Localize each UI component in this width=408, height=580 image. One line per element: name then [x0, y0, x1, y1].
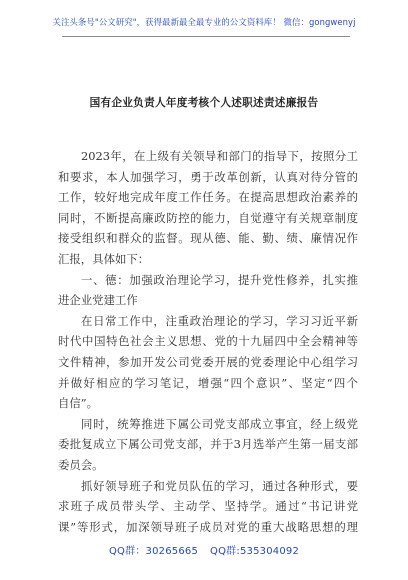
footer-qq-group-1: QQ群：30265665 [108, 546, 199, 557]
body-line: 文件精神，参加开发公司党委开展的党委理论中心组学习 [58, 354, 358, 369]
body-line: 求班子成员带头学、主动学、坚持学。通过“书记讲党 [58, 499, 358, 514]
body-line: 同时，不断提高廉政防控的能力，自觉遵守有关规章制度 [58, 210, 358, 225]
footer-qq-group-2: QQ群:535304092 [210, 546, 300, 557]
body-line: 工作，较好地完成年度工作任务。在提高思想政治素养的 [58, 190, 358, 205]
footer-contact [0, 542, 408, 557]
body-line: 抓好领导班子和党员队伍的学习，通过各种形式，要 [81, 478, 358, 493]
body-line: 自信”。 [58, 396, 98, 411]
body-line: 委员会。 [58, 457, 104, 472]
body-line: 课”等形式，加深领导班子成员对党的重大战略思想的理 [58, 519, 358, 534]
body-line: 并做好相应的学习笔记，增强“四个意识”、坚定“四个 [58, 375, 358, 390]
body-line: 和要求，本人加强学习，勇于改革创新，认真对待分管的 [58, 169, 358, 184]
header-banner: 关注头条号"公文研究"，获得最新最全最专业的公文资料库！ 微信：gongwenyj [52, 17, 356, 27]
body-line: 委批复成立下属公司党支部，并于3月选举产生第一届支部 [58, 437, 358, 452]
header-divider [62, 36, 350, 37]
document-body [58, 146, 358, 537]
body-line: 2023年，在上级有关领导和部门的指导下，按照分工 [81, 149, 358, 163]
body-line: 时代中国特色社会主义思想、党的十九届四中全会精神等 [58, 334, 358, 349]
body-line: 同时，统筹推进下属公司党支部成立事宜，经上级党 [81, 416, 358, 431]
body-line: 汇报，具体如下： [58, 251, 150, 266]
body-line: 在日常工作中，注重政治理论的学习，学习习近平新 [81, 313, 358, 328]
document-title: 国有企业负责人年度考核个人述职述责述廉报告 [89, 97, 319, 109]
body-line: 接受组织和群众的监督。现从德、能、勤、绩、廉情况作 [58, 231, 358, 246]
section-heading-line: 进企业党建工作 [58, 293, 138, 308]
section-heading-line: 一、德：加强政治理论学习，提升党性修养，扎实推 [81, 272, 358, 287]
